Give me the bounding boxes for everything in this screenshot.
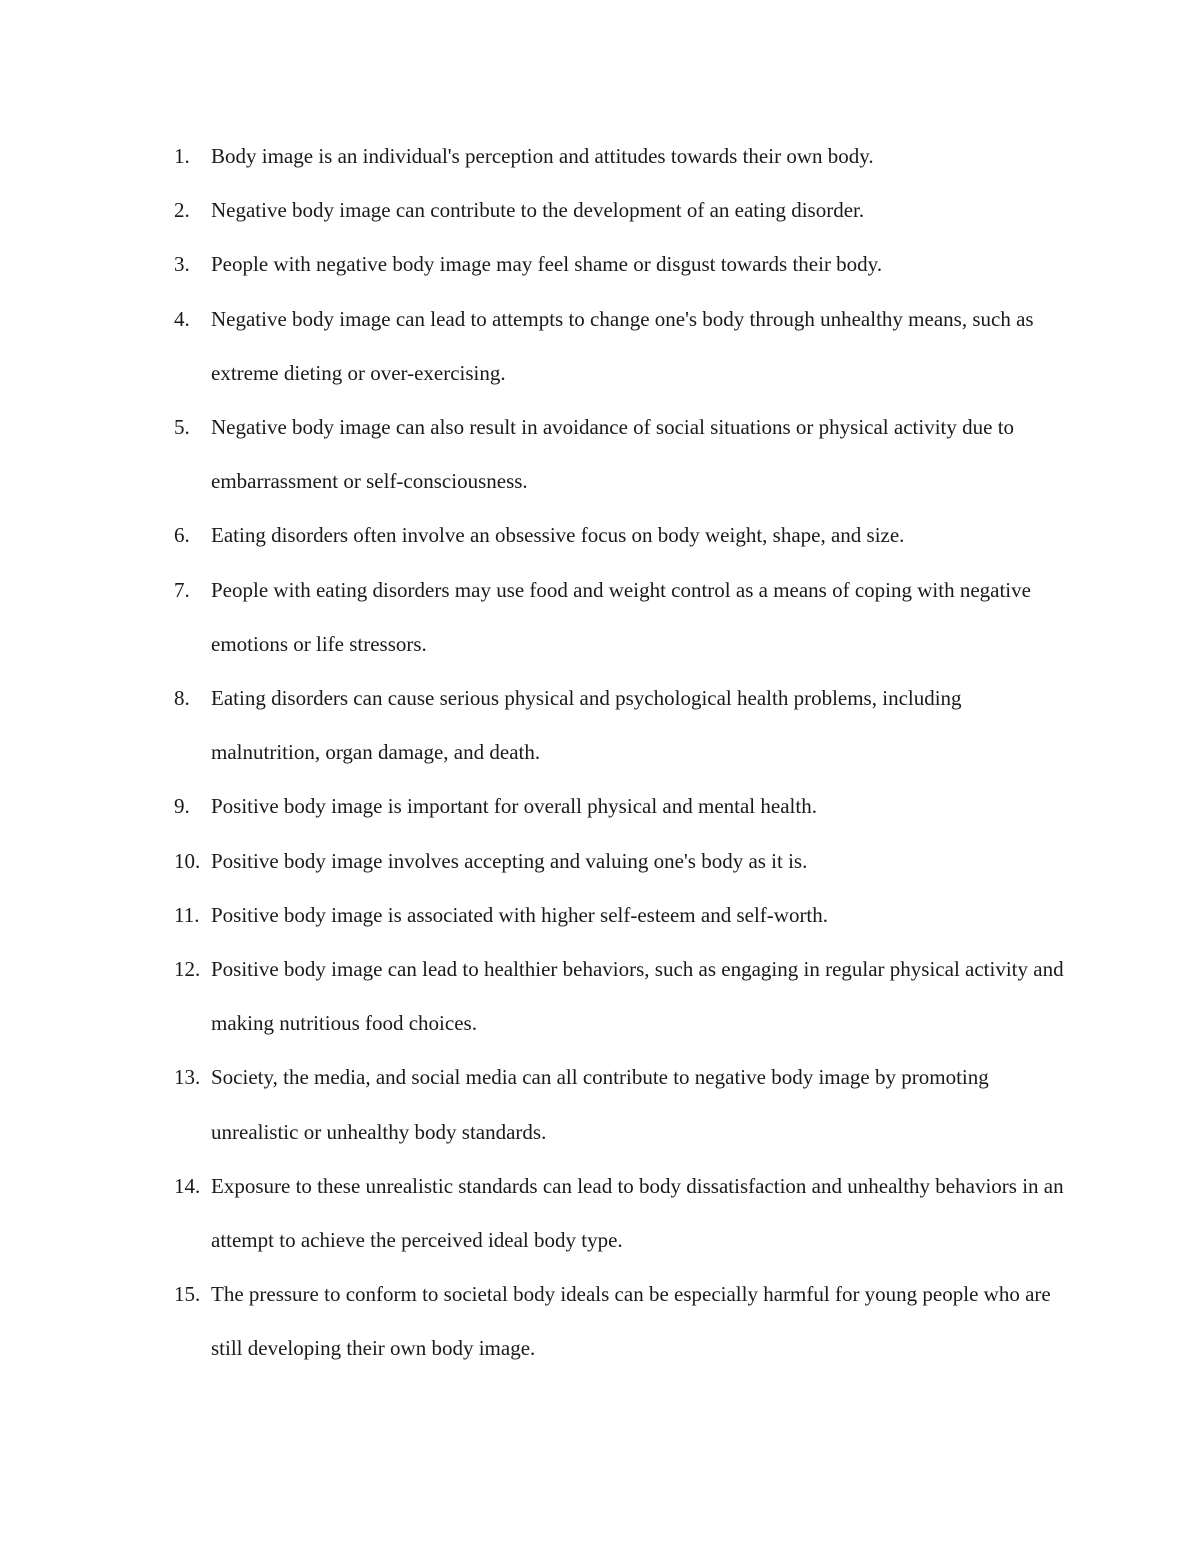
list-item bbox=[174, 779, 1064, 833]
list-item bbox=[174, 1159, 1064, 1267]
list-item bbox=[174, 129, 1064, 183]
list-item bbox=[174, 942, 1064, 1050]
list-item-number: 4. bbox=[174, 306, 190, 331]
list-item-text: Negative body image can contribute to the development of an eating disorder. bbox=[211, 198, 865, 223]
list-item-number: 3. bbox=[174, 252, 190, 277]
list-item-number: 13. bbox=[174, 1065, 201, 1090]
list-item bbox=[174, 237, 1064, 291]
list-item bbox=[174, 834, 1064, 888]
list-item-text: People with eating disorders may use food and weight control as a means of coping with negative emotions or life stressors. bbox=[211, 577, 1031, 656]
list-item-text: Negative body image can also result in avoidance of social situations or physical activity due to embarrassment or self-consciousness. bbox=[211, 415, 1015, 494]
list-item-text: People with negative body image may feel shame or disgust towards their body. bbox=[211, 252, 883, 277]
list-item bbox=[174, 292, 1064, 400]
list-item-number: 1. bbox=[174, 144, 190, 168]
list-item bbox=[174, 1267, 1064, 1375]
list-item bbox=[174, 400, 1064, 508]
list-item bbox=[174, 671, 1064, 779]
list-item bbox=[174, 508, 1064, 562]
list-item-number: 6. bbox=[174, 523, 190, 548]
list-item-number: 14. bbox=[174, 1173, 201, 1198]
list-item bbox=[174, 183, 1064, 237]
list-item-text: Positive body image can lead to healthier behaviors, such as engaging in regular physical activity and making nutritious food choices. bbox=[211, 957, 1064, 1036]
list-item-text: Exposure to these unrealistic standards can lead to body dissatisfaction and unhealthy behaviors in an attempt to achieve the perceived ideal body type. bbox=[211, 1173, 1064, 1253]
list-item-text: The pressure to conform to societal body ideals can be especially harmful for young people who are still developing their own body image. bbox=[211, 1282, 1051, 1361]
list-item-number: 10. bbox=[174, 848, 201, 873]
list-item-number: 5. bbox=[174, 415, 190, 440]
list-item-text: Positive body image involves accepting and valuing one's body as it is. bbox=[211, 848, 808, 873]
list-item bbox=[174, 563, 1064, 671]
list-item-number: 9. bbox=[174, 794, 190, 819]
list-item-number: 11. bbox=[174, 902, 200, 927]
list-item-text: Body image is an individual's perception and attitudes towards their own body. bbox=[211, 144, 874, 168]
list-item-text: Positive body image is important for overall physical and mental health. bbox=[211, 794, 817, 819]
numbered-list bbox=[174, 129, 1064, 1376]
list-item-number: 8. bbox=[174, 686, 190, 711]
list-item-text: Society, the media, and social media can all contribute to negative body image by promoting unrealistic or unhealthy body standards. bbox=[211, 1065, 989, 1144]
list-item-number: 2. bbox=[174, 198, 190, 223]
list-item-text: Eating disorders often involve an obsessive focus on body weight, shape, and size. bbox=[211, 523, 905, 548]
list-item-number: 7. bbox=[174, 577, 190, 602]
list-item-text: Negative body image can lead to attempts to change one's body through unhealthy means, such as extreme dieting or over-exercising. bbox=[211, 306, 1034, 385]
list-item-number: 12. bbox=[174, 957, 201, 982]
list-item-text: Positive body image is associated with higher self-esteem and self-worth. bbox=[211, 902, 829, 927]
list-item-number: 15. bbox=[174, 1282, 201, 1307]
list-item bbox=[174, 1050, 1064, 1158]
list-item bbox=[174, 888, 1064, 942]
list-item-text: Eating disorders can cause serious physical and psychological health problems, including malnutrition, organ damage, and death. bbox=[211, 686, 962, 765]
